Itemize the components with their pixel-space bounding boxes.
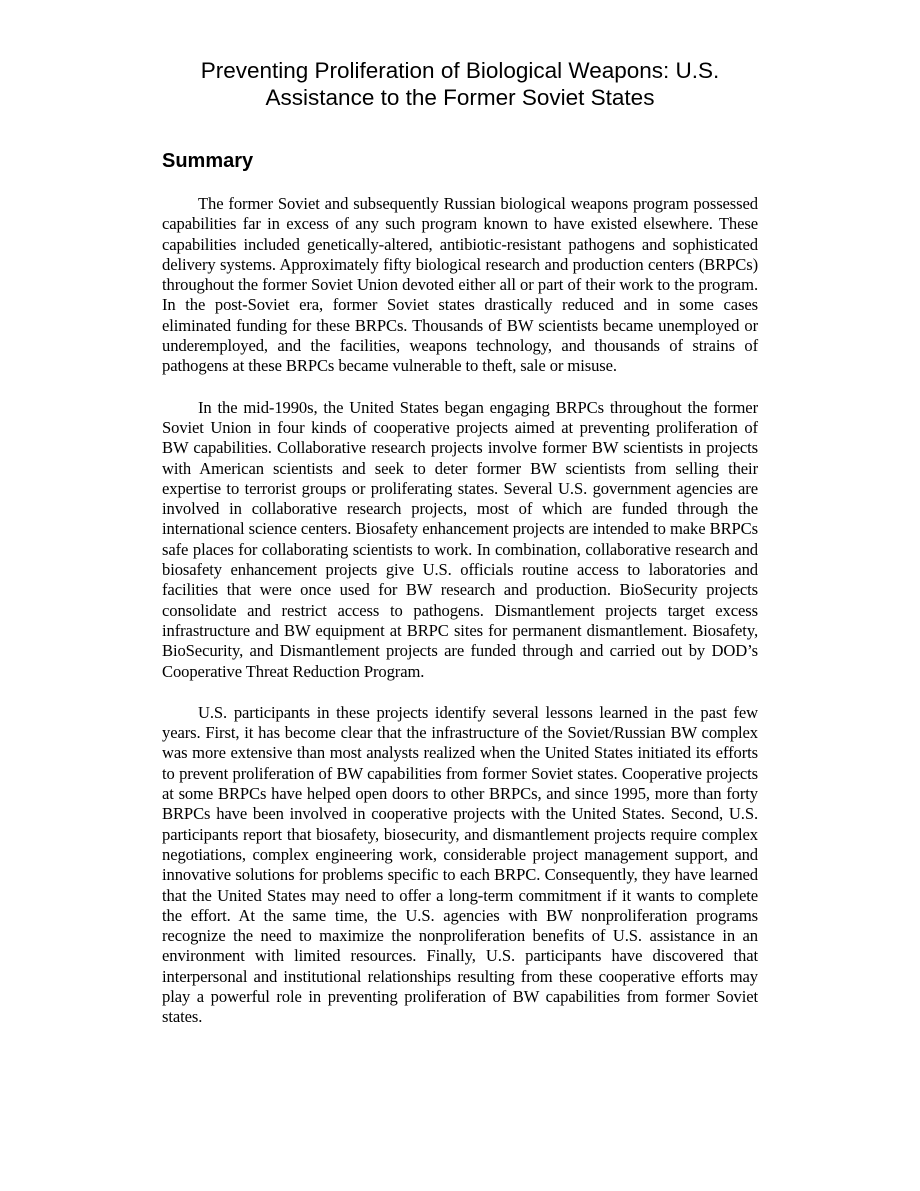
section-heading-summary: Summary [162,150,254,172]
document-page [162,0,758,1028]
summary-paragraph-1: The former Soviet and subsequently Russian biological weapons program possessed capabilities far in excess of any such program known to have existed elsewhere. These capabilities included genetically-altered, antibiotic-resistant pathogens and sophisticated delivery systems. Approximately fifty biological research and production centers (BRPCs) throughout the former Soviet Union devoted either all or part of their work to the program. In the post-Soviet era, former Soviet states drastically reduced and in some cases eliminated funding for these BRPCs. Thousands of BW scientists became unemployed or underemployed, and the facilities, weapons technology, and thousands of strains of pathogens at these BRPCs became vulnerable to theft, sale or misuse. [162,194,758,376]
summary-paragraph-3: U.S. participants in these projects identify several lessons learned in the past few years. First, it has become clear that the infrastructure of the Soviet/Russian BW complex was more extensive than most analysts realized when the United States initiated its efforts to prevent proliferation of BW capabilities from former Soviet states. Cooperative projects at some BRPCs have helped open doors to other BRPCs, and since 1995, more than forty BRPCs have been involved in cooperative projects with the United States. Second, U.S. participants report that biosafety, biosecurity, and dismantlement projects require complex negotiations, complex engineering work, considerable project management support, and innovative solutions for problems specific to each BRPC. Consequently, they have learned that the United States may need to offer a long-term commitment if it wants to complete the effort. At the same time, the U.S. agencies with BW nonproliferation programs recognize the need to maximize the nonproliferation benefits of U.S. assistance in an environment with limited resources. Finally, U.S. participants have discovered that interpersonal and institutional relationships resulting from these cooperative efforts may play a powerful role in preventing proliferation of BW capabilities from former Soviet states. [162,702,758,1027]
document-title-line-2: Assistance to the Former Soviet States [265,85,655,110]
document-title-line-1: Preventing Proliferation of Biological Weapons: U.S. [200,58,720,83]
summary-paragraph-2: In the mid-1990s, the United States began engaging BRPCs throughout the former Soviet Union in four kinds of cooperative projects aimed at preventing proliferation of BW capabilities. Collaborative research projects involve former BW scientists in projects with American scientists and seek to deter former BW scientists from selling their expertise to terrorist groups or proliferating states. Several U.S. government agencies are involved in collaborative research projects, most of which are funded through the international science centers. Biosafety enhancement projects are intended to make BRPCs safe places for collaborating scientists to work. In combination, collaborative research and biosafety enhancement projects give U.S. officials routine access to laboratories and facilities that were once used for BW research and production. BioSecurity projects consolidate and restrict access to pathogens. Dismantlement projects target excess infrastructure and BW equipment at BRPC sites for permanent dismantlement. Biosafety, BioSecurity, and Dismantlement projects are funded through and carried out by DOD’s Cooperative Threat Reduction Program. [162,397,758,681]
document-title [162,57,758,111]
